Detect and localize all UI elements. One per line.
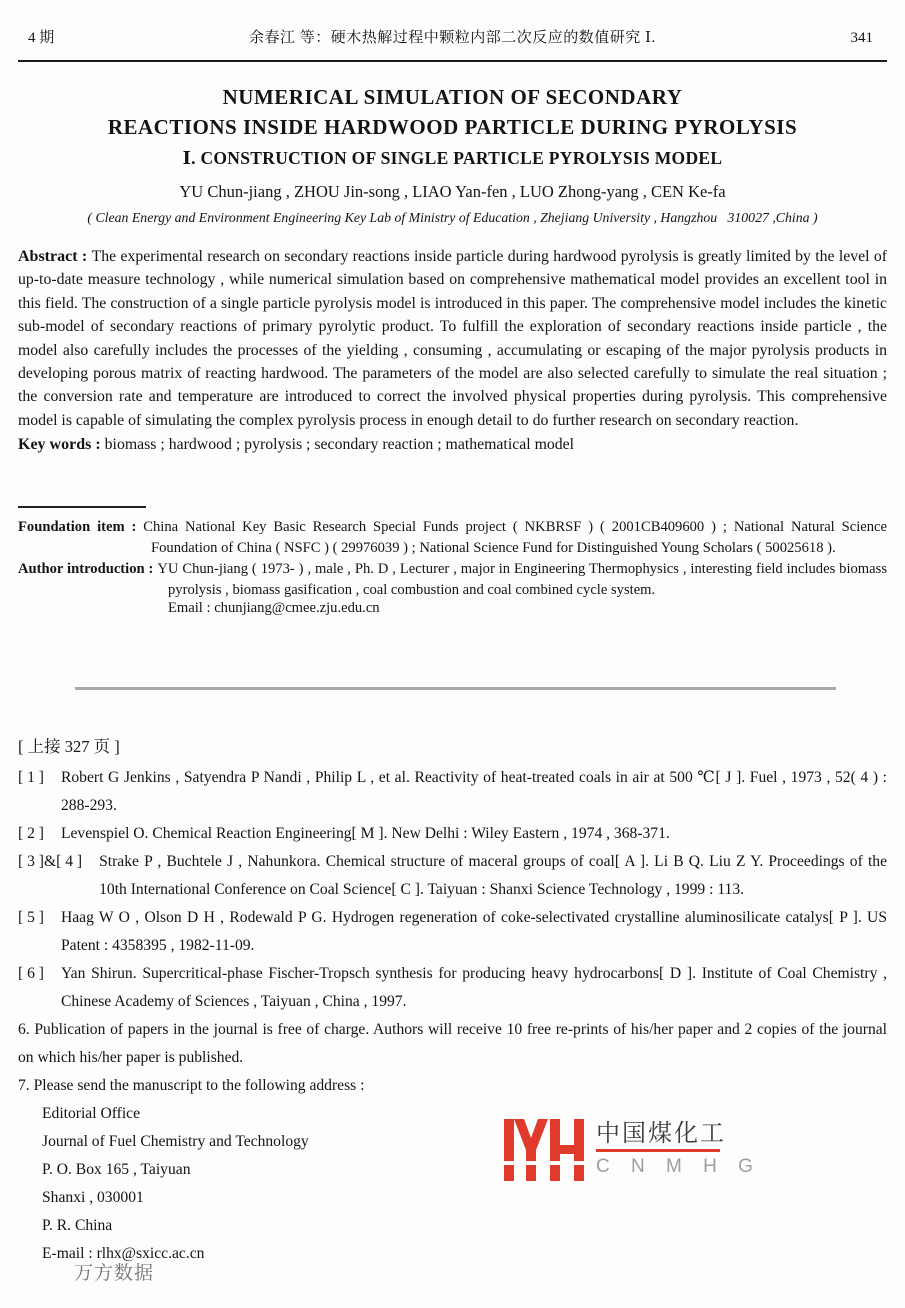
article-subtitle: Ⅰ. CONSTRUCTION OF SINGLE PARTICLE PYROLYSIS MODEL [182,148,723,168]
header-rule [18,60,887,62]
author-introduction-label: Author introduction : [18,561,158,577]
foundation-item [18,517,887,558]
address-line: P. R. China [42,1217,113,1234]
reference-text: Yan Shirun. Supercritical-phase Fischer-Tropsch synthesis for producing heavy hydrocarbons[ D ]. Institute of Coal Chemistry , Chinese Academy of Sciences , Taiyuan , China , 1997. [60,965,887,1010]
foundation-label: Foundation item : [18,519,144,535]
author-introduction [18,559,887,600]
address-line: Shanxi , 030001 [42,1189,144,1206]
reference-label: [ 6 ] [18,965,44,982]
footnote-rule [18,506,146,508]
reference-item [18,764,887,820]
reference-item [18,848,887,904]
authors-line: YU Chun-jiang , ZHOU Jin-song , LIAO Yan-fen , LUO Zhong-yang , CEN Ke-fa [179,182,726,201]
article-title-block [18,82,887,171]
address-line: P. O. Box 165 , Taiyuan [42,1161,191,1178]
reference-label: [ 3 ]&[ 4 ] [18,853,83,870]
header-issue: 4 期 [28,30,55,46]
journal-note-7: 7. Please send the manuscript to the following address : [18,1077,365,1094]
address-line: Editorial Office [42,1105,141,1122]
affiliation-line: ( Clean Energy and Environment Engineering Key Lab of Ministry of Education , Zhejiang University , Hangzhou 310027 ,China ) [87,210,818,225]
cnmhg-logo-cn-text: 中国煤化工 [596,1119,726,1147]
header-running-title: 余春江 等：硬木热解过程中颗粒内部二次反应的数值研究 Ⅰ. [249,30,656,46]
abstract-paragraph [18,245,887,432]
reference-label: [ 1 ] [18,769,44,786]
reference-label: [ 5 ] [18,909,44,926]
keywords-label: Key words : [18,436,105,454]
cnmhg-logo-en-text: C N M H G [596,1155,761,1177]
reference-label: [ 2 ] [18,825,44,842]
wanfang-watermark: 万方数据 [74,1262,155,1284]
cnmhg-logo [504,1117,761,1183]
reference-text: Levenspiel O. Chemical Reaction Engineering[ M ]. New Delhi : Wiley Eastern , 1974 , 368-371. [60,825,670,842]
reference-item [18,960,887,1016]
reference-item [18,904,887,960]
reference-text: Robert G Jenkins , Satyendra P Nandi , Philip L , et al. Reactivity of heat-treated coals in air at 500 ℃[ J ]. Fuel , 1973 , 52( 4 ) : 288-293. [60,769,887,814]
cnmhg-logo-mark-icon [504,1117,584,1183]
abstract-section [18,245,887,457]
cnmhg-logo-text [596,1117,761,1179]
reference-text: Strake P , Buchtele J , Nahunkora. Chemical structure of maceral groups of coal[ A ]. Li B Q. Liu Z Y. Proceedings of the 10th International Conference on Coal Science[ C ]. Taiyuan : Shanxi Science Technology , 1999 : 113. [99,853,887,898]
foundation-text: China National Key Basic Research Special Funds project ( NKBRSF ) ( 2001CB409600 ) ; National Natural Science Foundation of China ( NSFC ) ( 29976039 ) ; National Science Fund for Distinguished Young Scholars ( 50025618 ). [143,519,887,556]
address-line: E-mail : rlhx@sxicc.ac.cn [42,1245,205,1262]
header-page-number: 341 [850,30,873,46]
cnmhg-logo-underline [596,1149,720,1152]
author-introduction-text: YU Chun-jiang ( 1973- ) , male , Ph. D , Lecturer , major in Engineering Thermophysics , interesting field includes biomass pyrolysis , biomass gasification , coal combustion and coal combined cycle system. [157,561,887,598]
section-divider [75,687,836,690]
reference-text: Haag W O , Olson D H , Rodewald P G. Hydrogen regeneration of coke-selectivated crystalline aluminosilicate catalys[ P ]. US Patent : 4358395 , 1982-11-09. [60,909,887,954]
abstract-text: The experimental research on secondary reactions inside particle during hardwood pyrolysis is greatly limited by the level of up-to-date measure technology , while numerical simulation based on comprehensive mathematical model provides an excellent tool in this field. The construction of a single particle pyrolysis model is introduced in this paper. The comprehensive model includes the kinetic sub-model of secondary reactions of primary pyrolytic product. To fulfill the exploration of secondary reactions inside particle , the model also carefully includes the processes of the yielding , consuming , accumulating or escaping of the major pyrolysis products in developing porous matrix of reacting hardwood. The parameters of the model are also selected carefully to simulate the real situation ; the conversion rate and temperature are introduced to correct the involved physical properties during pyrolysis. This comprehensive model is capable of simulating the complex pyrolysis process in enough detail to do further research on secondary reaction. [18,248,887,429]
lower-section [18,733,887,1268]
page-header [28,26,873,47]
address-line: Journal of Fuel Chemistry and Technology [42,1133,309,1150]
journal-note-6: 6. Publication of papers in the journal is free of charge. Authors will receive 10 free re-prints of his/her paper and 2 copies of the journal on which his/her paper is published. [18,1021,887,1066]
continued-from-note: [ 上接 327 页 ] [18,737,120,756]
abstract-label: Abstract : [18,248,92,265]
author-email-line: Email : chunjiang@cmee.zju.edu.cn [168,600,380,616]
article-title-line2: REACTIONS INSIDE HARDWOOD PARTICLE DURING PYROLYSIS [107,115,798,139]
article-title-line1: NUMERICAL SIMULATION OF SECONDARY [222,85,683,109]
keywords-line [18,433,887,456]
reference-item [18,820,887,848]
keywords-text: biomass ; hardwood ; pyrolysis ; secondary reaction ; mathematical model [104,436,575,454]
